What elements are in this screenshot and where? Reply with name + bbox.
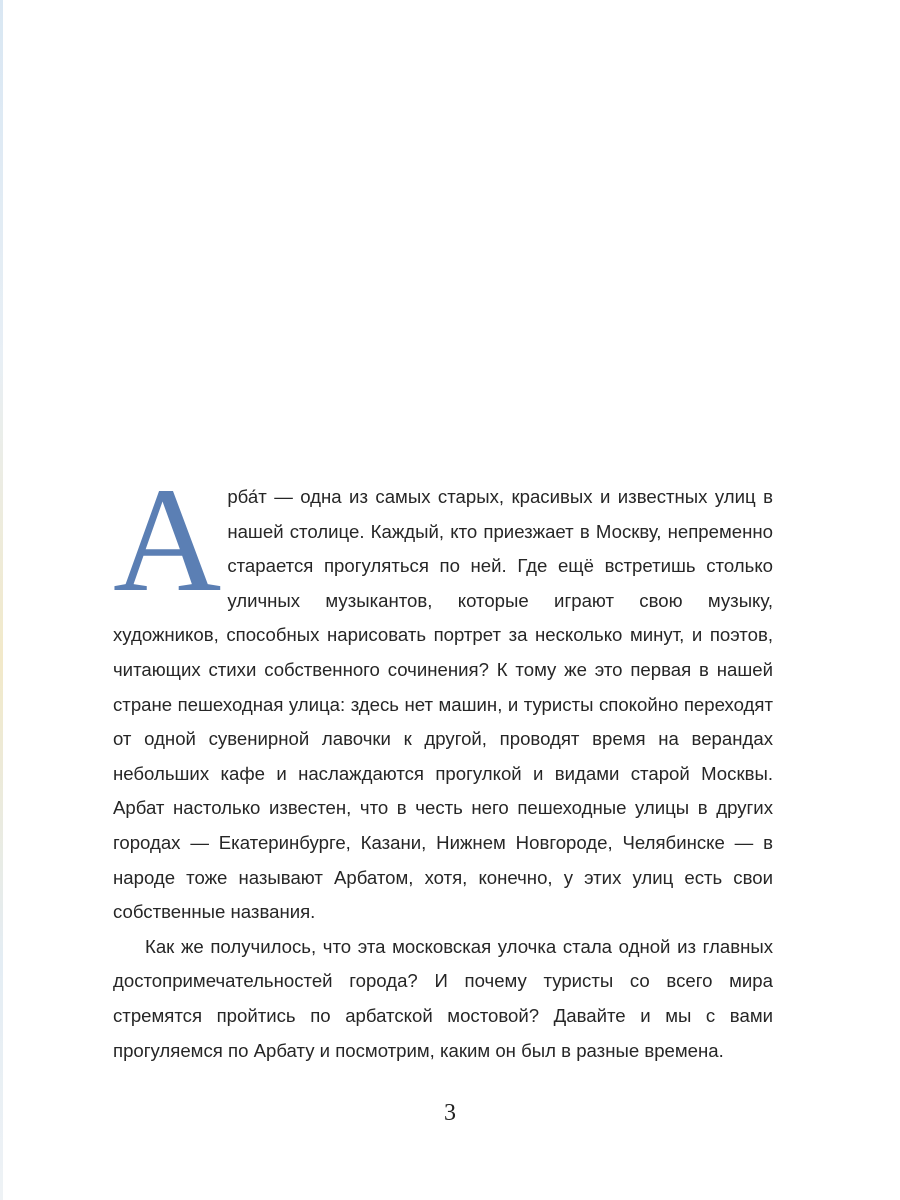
paragraph-2: Как же получилось, что эта московская улочка стала одной из главных достопримечательностей города? И почему туристы со всего мира стремятся пройтись по арбатской мостовой? Давайте и мы с вами прогуляемся по Арбату и посмотрим, каким он был в разные времена. — [113, 935, 773, 1061]
page-edge-strip — [0, 0, 3, 1200]
drop-cap-letter: А — [113, 457, 222, 623]
page-number: 3 — [444, 1100, 456, 1126]
paragraph-1 — [113, 457, 773, 930]
paragraph-1-text: рба́т — одна из самых старых, красивых и известных улиц в нашей столице. Каждый, кто приезжает в Москву, непременно старается прогуляться по ней. Где ещё встретишь столько уличных музыкантов, которые играют свою музыку, художников, способных нарисовать портрет за несколько минут, и поэтов, читающих стихи собственного сочинения? К тому же это первая в нашей стране пешеходная улица: здесь нет машин, и туристы спокойно переходят от одной сувенирной лавочки к другой, проводят время на верандах небольших кафе и наслаждаются прогулкой и видами старой Москвы. Арбат настолько известен, что в честь него пешеходные улицы в других городах — Екатеринбурге, Казани, Нижнем Новгороде, Челябинске — в народе тоже называют Арбатом, хотя, конечно, у этих улиц есть свои собственные названия. — [113, 486, 773, 923]
body-text — [113, 457, 773, 1068]
